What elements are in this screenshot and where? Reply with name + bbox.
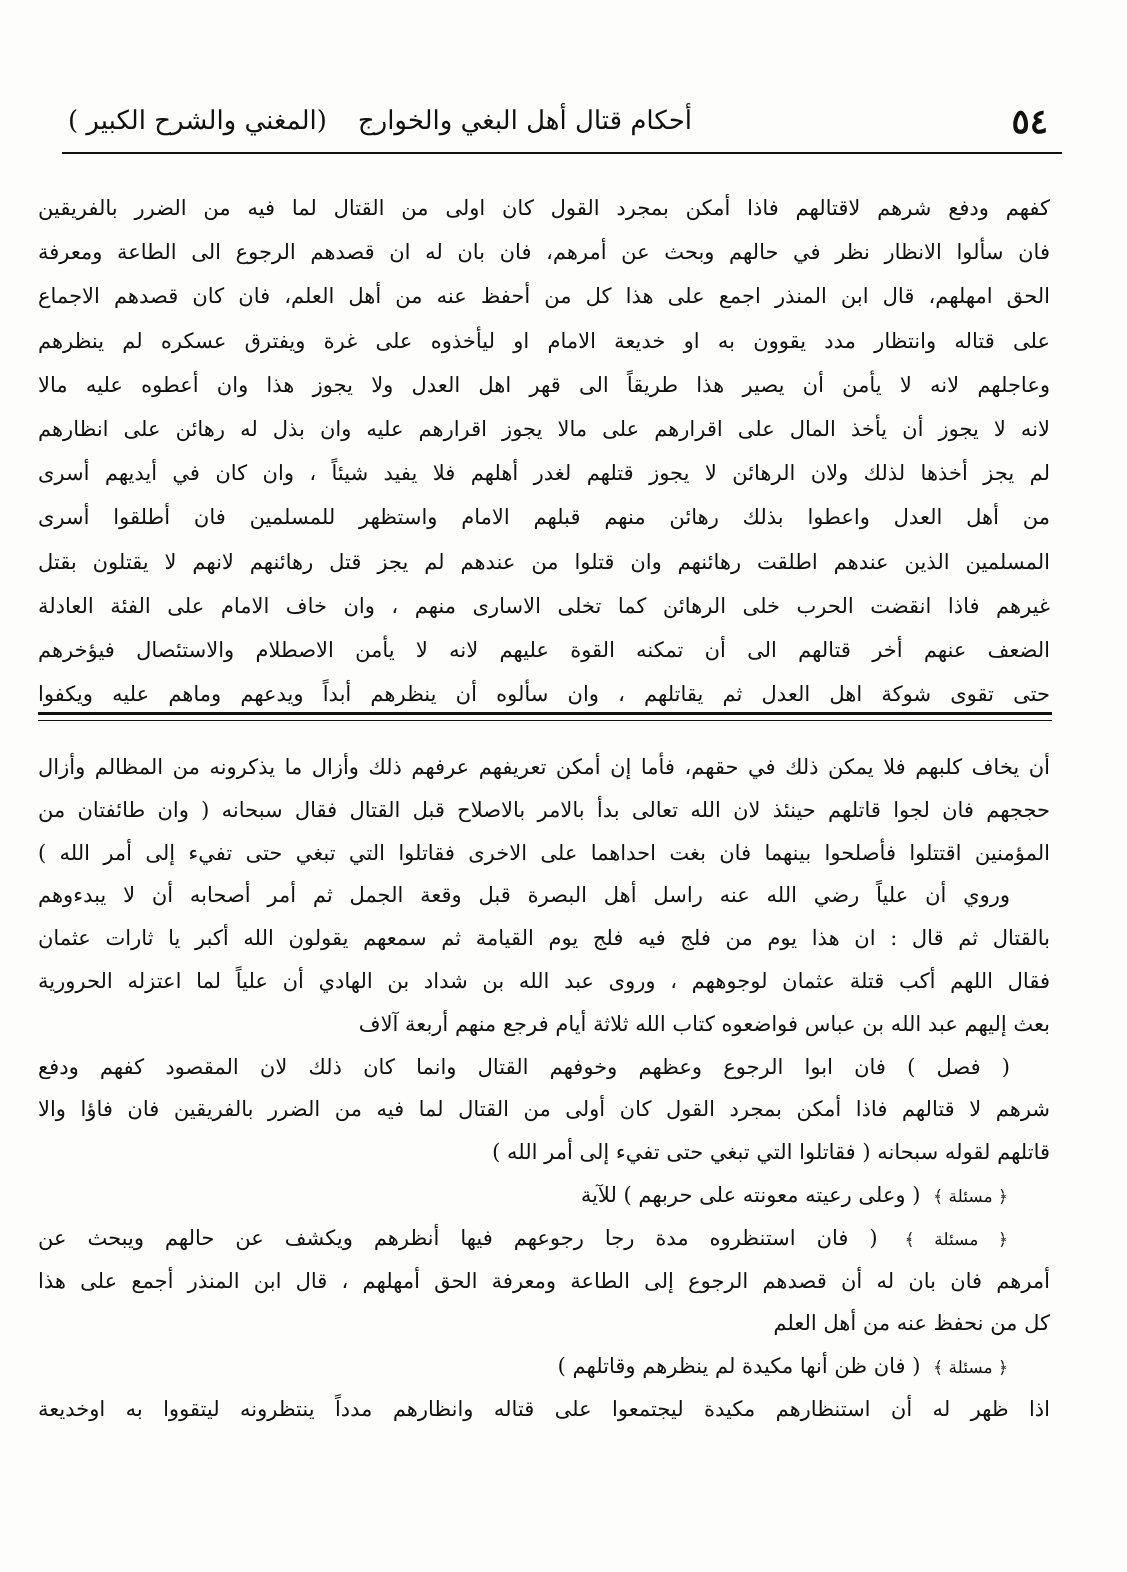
text-line: شرهم لا قتالهم فاذا أمكن بمجرد القول كان أولى من القتال لما فيه من الضرر بالفريقين فان فاؤا والا xyxy=(38,1097,1050,1122)
text-line: كل من نحفظ عنه من أهل العلم xyxy=(773,1311,1050,1336)
text-line: ( فصل ) فان ابوا الرجوع وعظهم وخوفهم القتال وانما كان ذلك لان المقصود كفهم ودفع xyxy=(38,1054,1010,1079)
text-line: وروي أن علياً رضي الله عنه راسل أهل البصرة قبل وقعة الجمل ثم أمر أصحابه أن لا يبدءوهم xyxy=(38,883,1010,908)
text-line: بالقتال ثم قال : ان هذا يوم من فلج فيه فلج يوم القيامة ثم سمعهم يقولون الله أكبر يا ثارات عثمان xyxy=(38,926,1050,951)
text-line: فان سألوا الانظار نظر في حالهم وبحث عن أمرهم، فان بان له ان قصدهم الرجوع الى الطاعة ومعرفة xyxy=(38,240,1050,265)
issue-heading xyxy=(38,1174,1050,1217)
text-line: حججهم فان لجوا قاتلهم حينئذ لان الله تعالى بدأ بالامر بالاصلاح قبل القتال فقال سبحانه ( وان طائفتان من xyxy=(38,797,1050,822)
text-line: الحق امهلهم، قال ابن المنذر اجمع على هذا كل من أحفظ عنه من أهل العلم، فان كان قصدهم الاجماع xyxy=(38,284,1050,309)
text-line: من أهل العدل واعطوا بذلك رهائن منهم قبلهم الامام واستظهر للمسلمين فان أطلقوا أسرى xyxy=(38,505,1050,530)
text-line: بعث إليهم عبد الله بن عباس فواضعوه كتاب الله ثلاثة أيام فرجع منهم أربعة آلاف xyxy=(358,1011,1050,1036)
text-line: المؤمنين اقتتلوا فأصلحوا بينهما فان بغت احداهما على الاخرى فقاتلوا التي تبغي حتى تفيء إلى أمر الله ) xyxy=(38,840,1050,865)
issue-marker: ﴿ مسئلة ﴾ xyxy=(904,1229,1009,1250)
text-line: قاتلهم لقوله سبحانه ( فقاتلوا التي تبغي حتى تفيء إلى أمر الله ) xyxy=(492,1140,1050,1165)
issue-marker: ﴿ مسئلة ﴾ xyxy=(933,1186,1008,1207)
issue-text: ( فان استنظروه مدة رجا رجوعهم فيها أنظرهم ويكشف عن حالهم ويبحث عن xyxy=(38,1225,878,1250)
text-line: على قتاله وانتظار مدد يقوون به او خديعة الامام او ليأخذوه على غرة ويفترق عسكره لم ينظرهم xyxy=(38,328,1050,353)
text-line: كفهم ودفع شرهم لاقتالهم فاذا أمكن بمجرد القول كان اولى من القتال لما فيه من الضرر بالفريقين xyxy=(38,196,1050,220)
running-title: أحكام قتال أهل البغي والخوارج xyxy=(357,106,692,136)
text-line: الضعف عنهم أخر قتالهم الى أن تمكنه القوة عليهم لانه لا يأمن الاصطلام والاستئصال فيؤخرهم xyxy=(38,637,1050,662)
section-separator-thin xyxy=(38,720,1052,721)
issue-heading xyxy=(38,1345,1050,1388)
page-header xyxy=(62,100,1062,146)
issue-text: ( فان ظن أنها مكيدة لم ينظرهم وقاتلهم ) xyxy=(557,1354,921,1379)
section-separator xyxy=(38,712,1052,715)
issue-text: ( وعلى رعيته معونته على حربهم ) للآية xyxy=(580,1182,921,1207)
book-title: (المغني والشرح الكبير ) xyxy=(68,106,327,136)
issue-marker: ﴿ مسئلة ﴾ xyxy=(933,1358,1008,1379)
lower-text-block xyxy=(38,746,1050,1431)
text-line: اذا ظهر له أن استنظارهم مكيدة ليجتمعوا على قتاله وانظارهم مدداً ينتظرونه ليتقووا به اوخديعة xyxy=(38,1396,1050,1421)
upper-text-block xyxy=(38,186,1050,716)
text-line: فقال اللهم أكب قتلة عثمان لوجوههم ، وروى عبد الله بن شداد بن الهادي أن علياً لما اعتزله الحرورية xyxy=(38,968,1050,993)
text-line: وعاجلهم لانه لا يأمن أن يصير هذا طريقاً الى قهر اهل العدل ولا يجوز هذا وان أعطوه عليه مالا xyxy=(38,372,1050,397)
text-line: أمرهم فان بان له أن قصدهم الرجوع إلى الطاعة ومعرفة الحق أمهلهم ، قال ابن المنذر أجمع على هذا xyxy=(38,1268,1050,1293)
text-line: المسلمين الذين عندهم اطلقت رهائنهم وان قتلوا من عندهم لم يجز قتل رهائنهم لانهم لا يقتلون بقتل xyxy=(38,549,1050,574)
text-line: أن يخاف كلبهم فلا يمكن ذلك في حقهم، فأما إن أمكن تعريفهم عرفهم ذلك وأزال ما يذكرونه من المظالم وأزال xyxy=(38,755,1050,779)
text-line: لانه لا يجوز أن يأخذ المال على اقرارهم على مالا يجوز اقرارهم عليه وان بذل له رهائن على انظارهم xyxy=(38,416,1050,441)
text-line: غيرهم فاذا انقضت الحرب خلى الرهائن كما تخلى الاسارى منهم ، وان خاف الامام على الفئة العادلة xyxy=(38,593,1050,618)
page-number: ٥٤ xyxy=(1011,102,1048,142)
text-line: حتى تقوى شوكة اهل العدل ثم يقاتلهم ، وان سألوه أن ينظرهم أبداً ويدعهم وماهم عليه ويكفوا xyxy=(38,682,1050,707)
text-line: لم يجز أخذها لذلك ولان الرهائن لا يجوز قتلهم لغدر أهلهم فلا يفيد شيئاً ، وان كان في أيديهم أسرى xyxy=(38,461,1050,486)
issue-heading xyxy=(38,1217,1050,1260)
header-rule xyxy=(62,152,1062,154)
